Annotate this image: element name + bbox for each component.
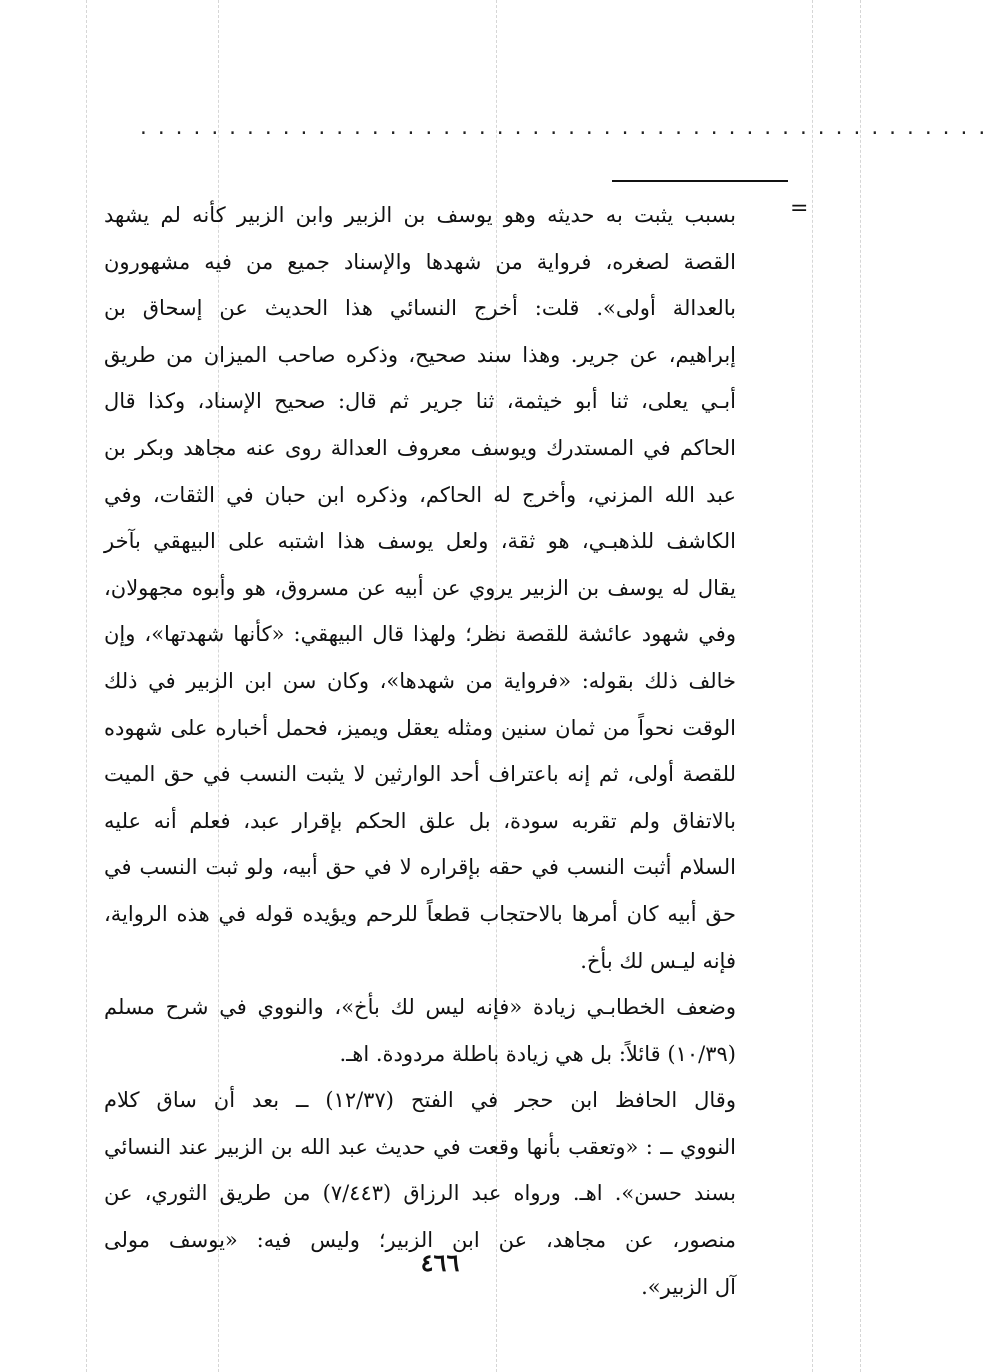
text-line: القصة لصغره، فرواية من شهدها والإسناد جميع من فيه مشهورون (104, 249, 736, 274)
scan-artifact-line (812, 0, 813, 1372)
text-line: خالف ذلك بقوله: «فرواية من شهدها»، وكان سن ابن الزبير في ذلك (104, 668, 736, 693)
text-line: النووي ــ : «وتعقب بأنها وقعت في حديث عبد الله بن الزبير عند النسائي (104, 1134, 736, 1159)
text-line: حق أبيه كان أمرها بالاحتجاب قطعاً للرحم ويؤيده قوله في هذه الرواية، (104, 901, 736, 926)
section-separator-dots: ................................................ (138, 118, 994, 139)
text-line: بسبب يثبت به حديثه وهو يوسف بن الزبير وابن الزبير كأنه لم يشهد (104, 203, 736, 227)
text-line: آل الزبير». (641, 1274, 736, 1299)
text-line: إبراهيم، عن جرير. وهذا سند صحيح، وذكره صاحب الميزان من طريق (104, 342, 736, 367)
text-line: يقال له يوسف بن الزبير يروي عن أبيه عن مسروق، هو وأبوه مجهولان، (104, 575, 736, 600)
text-line: منصور، عن مجاهد، عن ابن الزبير؛ وليس فيه: «يوسف مولى (104, 1228, 736, 1253)
text-line: أبـي يعلى، ثنا أبو خيثمة، ثنا جرير ثم قال: صحيح الإسناد، وكذا قال (104, 389, 736, 414)
text-line: السلام أثبت النسب في حقه بإقراره لا في حق أبيه، ولو ثبت النسب في (104, 855, 736, 880)
scan-artifact-line (86, 0, 87, 1372)
text-line: بسند حسن». اهـ. ورواه عبد الرزاق (٧/٤٤٣) من طريق الثوري، عن (104, 1181, 736, 1206)
footnote-text (104, 192, 736, 1310)
text-line: عبد الله المزني، وأخرج له الحاكم، وذكره ابن حبان في الثقات، وفي (104, 482, 736, 507)
text-line: بالاتفاق ولم تقربه سودة، بل علق الحكم بإقرار عبد، فعلم أنه عليه (104, 808, 736, 833)
text-line: الحاكم في المستدرك ويوسف معروف العدالة روى عنه مجاهد وبكر بن (104, 435, 736, 460)
text-line: وضعف الخطابـي زيادة «فإنه ليس لك بأخ»، والنووي في شرح مسلم (104, 995, 736, 1020)
text-line: (١٠/٣٩) قائلاً: بل هي زيادة باطلة مردودة. اهـ. (339, 1041, 736, 1066)
text-line: للقصة أولى، ثم إنه باعتراف أحد الوارثين لا يثبت النسب في حق الميت (104, 762, 736, 787)
text-line: فإنه ليـس لك بأخ. (580, 948, 736, 973)
text-line: الوقت نحواً من ثمان سنين ومثله يعقل ويميز، فحمل أخباره على شهوده (104, 715, 736, 740)
text-line: وقال الحافظ ابن حجر في الفتح (١٢/٣٧) ــ بعد أن ساق كلام (104, 1088, 736, 1113)
text-line: الكاشف للذهبـي، هو ثقة، ولعل يوسف هذا اشتبه على البيهقي بآخر (104, 529, 736, 554)
text-line: بالعدالة أولى». قلت: أخرج النسائي هذا الحديث عن إسحاق بن (104, 296, 736, 321)
page-number: ٤٦٦ (420, 1248, 460, 1277)
continuation-mark: = (790, 196, 809, 221)
text-line: وفي شهود عائشة للقصة نظر؛ ولهذا قال البيهقي: «كأنها شهدتها»، وإن (104, 622, 736, 647)
scan-artifact-line (860, 0, 861, 1372)
footnote-rule (612, 180, 788, 182)
